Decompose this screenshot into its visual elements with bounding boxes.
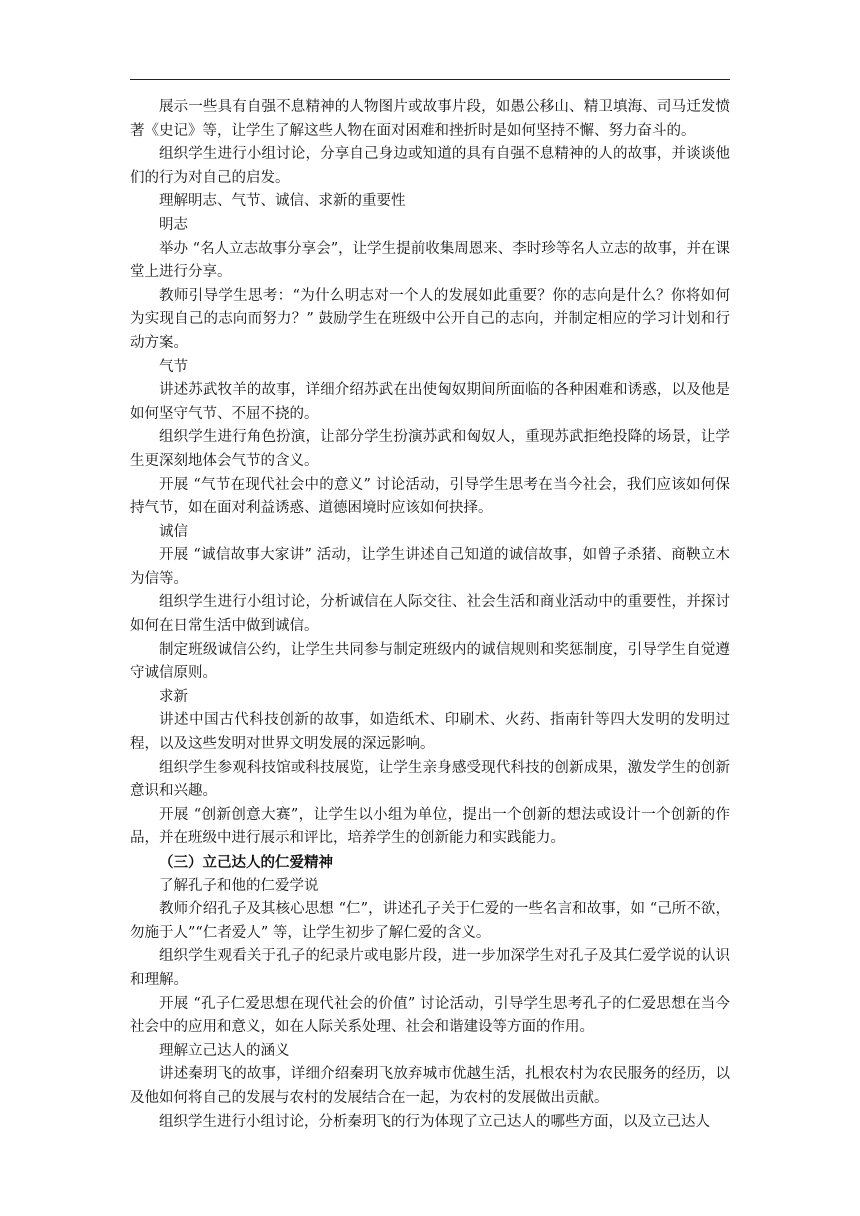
- paragraph: 组织学生进行小组讨论，分享自己身边或知道的具有自强不息精神的人的故事，并谈谈他们的行为对自己的启发。: [130, 146, 730, 186]
- paragraph: 组织学生进行小组讨论，分析秦玥飞的行为体现了立己达人的哪些方面，以及立己达人: [159, 1113, 710, 1130]
- paragraph: 教师引导学生思考：“为什么明志对一个人的发展如此重要？你的志向是什么？你将如何为实现自己的志向而努力？” 鼓励学生在班级中公开自己的志向，并制定相应的学习计划和行动方案。: [130, 287, 730, 351]
- paragraph: 组织学生观看关于孔子的纪录片或电影片段，进一步加深学生对孔子及其仁爱学说的认识和理解。: [130, 948, 730, 988]
- section-heading: （三）立己达人的仁爱精神: [159, 854, 333, 871]
- paragraph: 开展 “气节在现代社会中的意义” 讨论活动，引导学生思考在当今社会，我们应该如何保持气节，如在面对利益诱惑、道德困境时应该如何抉择。: [130, 476, 730, 517]
- paragraph: 理解立己达人的涵义: [159, 1042, 290, 1059]
- paragraph: 组织学生参观科技馆或科技展览，让学生亲身感受现代科技的创新成果，激发学生的创新意识和兴趣。: [130, 759, 730, 800]
- paragraph: 组织学生进行角色扮演，让部分学生扮演苏武和匈奴人，重现苏武拒绝投降的场景，让学生更深刻地体会气节的含义。: [130, 429, 730, 469]
- paragraph: 理解明志、气节、诚信、求新的重要性: [159, 193, 406, 210]
- paragraph: 明志: [159, 216, 188, 233]
- paragraph: 展示一些具有自强不息精神的人物图片或故事片段，如愚公移山、精卫填海、司马迁发愤著《史记》等，让学生了解这些人物在面对困难和挫折时是如何坚持不懈、努力奋斗的。: [130, 99, 730, 139]
- paragraph: 了解孔子和他的仁爱学说: [159, 877, 319, 894]
- paragraph: 讲述秦玥飞的故事，详细介绍秦玥飞放弃城市优越生活，扎根农村为农民服务的经历，以及他如何将自己的发展与农村的发展结合在一起，为农村的发展做出贡献。: [130, 1066, 730, 1106]
- paragraph: 制定班级诚信公约，让学生共同参与制定班级内的诚信规则和奖惩制度，引导学生自觉遵守诚信原则。: [130, 641, 730, 682]
- document-body: [130, 96, 730, 1134]
- paragraph: 开展 “孔子仁爱思想在现代社会的价值” 讨论活动，引导学生思考孔子的仁爱思想在当今社会中的应用和意义，如在人际关系处理、社会和谐建设等方面的作用。: [130, 995, 730, 1036]
- header-rule: [130, 79, 730, 80]
- paragraph: 组织学生进行小组讨论，分析诚信在人际交往、社会生活和商业活动中的重要性，并探讨如何在日常生活中做到诚信。: [130, 594, 730, 635]
- paragraph: 气节: [159, 358, 188, 375]
- paragraph: 开展 “诚信故事大家讲” 活动，让学生讲述自己知道的诚信故事，如曾子杀猪、商鞅立木为信等。: [130, 547, 730, 587]
- paragraph: 教师介绍孔子及其核心思想 “仁”，讲述孔子关于仁爱的一些名言和故事，如 “己所不欲，勿施于人”“仁者爱人” 等，让学生初步了解仁爱的含义。: [130, 901, 730, 941]
- paragraph: 讲述中国古代科技创新的故事，如造纸术、印刷术、火药、指南针等四大发明的发明过程，以及这些发明对世界文明发展的深远影响。: [130, 712, 730, 753]
- paragraph: 讲述苏武牧羊的故事，详细介绍苏武在出使匈奴期间所面临的各种困难和诱惑，以及他是如何坚守气节、不屈不挠的。: [130, 382, 730, 422]
- paragraph: 举办 “名人立志故事分享会”，让学生提前收集周恩来、李时珍等名人立志的故事，并在课堂上进行分享。: [130, 240, 730, 281]
- paragraph: 诚信: [159, 523, 188, 540]
- paragraph: 开展 “创新创意大赛”，让学生以小组为单位，提出一个创新的想法或设计一个创新的作品，并在班级中进行展示和评比，培养学生的创新能力和实践能力。: [130, 806, 730, 847]
- paragraph: 求新: [159, 688, 188, 705]
